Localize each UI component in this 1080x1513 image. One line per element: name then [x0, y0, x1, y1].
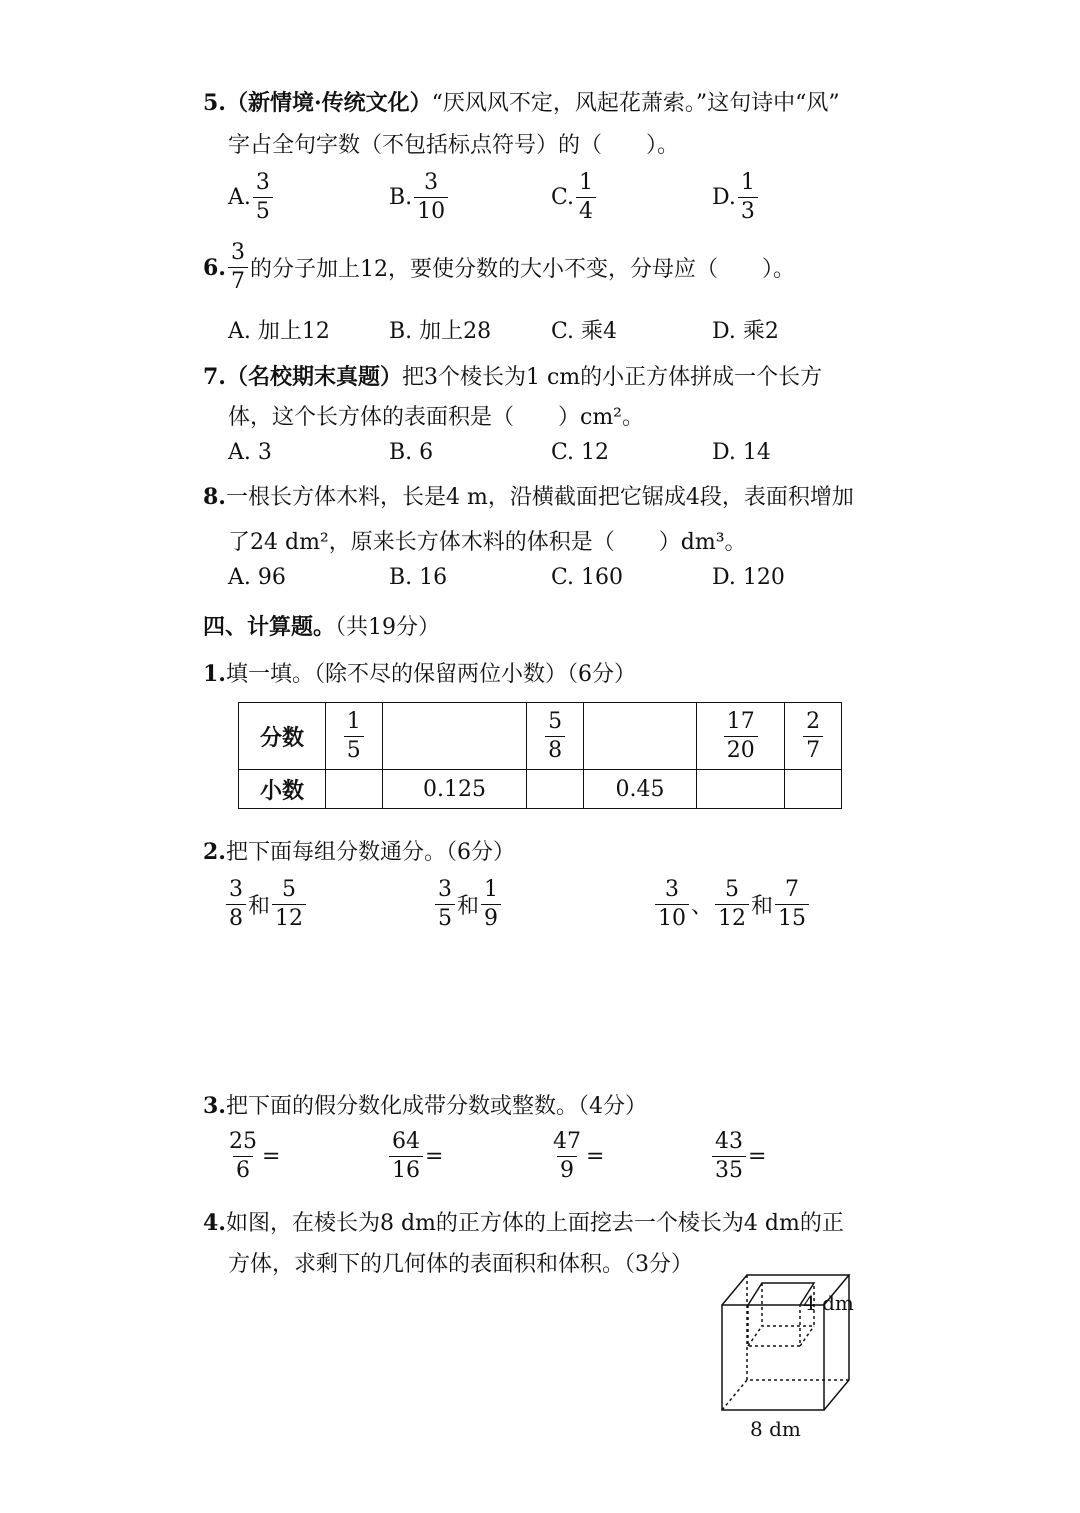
q7-line2: 体，这个长方体的表面积是（ ）cm²。 — [228, 405, 645, 430]
fraction-cell-blank[interactable] — [583, 703, 696, 770]
label-4dm: 4 dm — [803, 1291, 854, 1315]
fraction: $\frac{3}{7}$ — [228, 242, 248, 293]
fraction-cell-blank[interactable] — [382, 703, 527, 770]
decimal-cell-blank[interactable] — [527, 770, 584, 809]
q8-option-a[interactable]: A. 96 — [228, 565, 286, 590]
p2-group-3: $\frac{3}{10}$ 、 $\frac{5}{12}$ 和 $\frac{7}{15}$ — [653, 879, 811, 930]
decimal-cell: 0.125 — [382, 770, 527, 809]
q5-line2: 字占全句字数（不包括标点符号）的（ ）。 — [228, 133, 680, 158]
fraction: $\frac{2}{7}$ — [803, 711, 823, 762]
p4-line2: 方体，求剩下的几何体的表面积和体积。（3分） — [228, 1252, 693, 1277]
p3-item-1[interactable]: $\frac{25}{6}$ = — [224, 1131, 280, 1182]
fraction: $\frac{1}{5}$ — [344, 711, 364, 762]
fraction: $\frac{47}{9}$ — [553, 1129, 581, 1183]
p3-item-4[interactable]: $\frac{43}{35}$ = — [710, 1131, 766, 1182]
q7-option-a[interactable]: A. 3 — [228, 440, 272, 465]
fraction-decimal-table — [238, 702, 842, 809]
fraction: $\frac{3}{5}$ — [435, 879, 455, 930]
q7-option-d[interactable]: D. 14 — [712, 440, 771, 465]
fraction-cell — [527, 703, 584, 770]
q6-option-c[interactable]: C. 乘4 — [551, 319, 618, 344]
p4-line1: 4.如图，在棱长为8 dm的正方体的上面挖去一个棱长为4 dm的正 — [203, 1210, 844, 1236]
fraction: $\frac{3}{5}$ — [253, 172, 273, 223]
fraction: $\frac{17}{20}$ — [724, 711, 758, 762]
q5-option-a[interactable]: A. $\frac{3}{5}$ — [228, 172, 275, 223]
q8-line2: 了24 dm²，原来长方体木料的体积是（ ）dm³。 — [228, 530, 747, 555]
q5-line1: 5.（新情境·传统文化）“厌风风不定，风起花萧索。”这句诗中“风” — [203, 90, 840, 116]
p2-prompt: 2.把下面每组分数通分。（6分） — [203, 839, 515, 865]
fraction: $\frac{3}{10}$ — [655, 879, 689, 930]
q6-option-b[interactable]: B. 加上28 — [389, 319, 492, 344]
fraction: $\frac{5}{12}$ — [272, 879, 306, 930]
q5-option-b[interactable]: B. $\frac{3}{10}$ — [389, 172, 450, 223]
fraction: $\frac{1}{9}$ — [481, 879, 501, 930]
outer-front-face — [722, 1305, 824, 1410]
p3-item-2[interactable]: $\frac{64}{16}$ = — [387, 1131, 443, 1182]
fraction: $\frac{64}{16}$ — [389, 1131, 423, 1182]
p2-group-1: $\frac{3}{8}$ 和 $\frac{5}{12}$ — [224, 879, 308, 930]
fraction: $\frac{5}{12}$ — [715, 879, 749, 930]
q6-stem: 6. $\frac{3}{7}$ 的分子加上12，要使分数的大小不变，分母应（ ）。 — [203, 240, 795, 294]
q7-option-b[interactable]: B. 6 — [389, 440, 434, 465]
row-header-decimal: 小数 — [239, 770, 326, 809]
p3-item-3[interactable]: $\frac{47}{9}$ = — [548, 1131, 604, 1182]
q8-line1: 8.一根长方体木料，长是4 m，沿横截面把它锯成4段，表面积增加 — [203, 484, 854, 510]
q8-option-d[interactable]: D. 120 — [712, 565, 785, 590]
fraction: $\frac{7}{15}$ — [775, 879, 809, 930]
decimal-cell: 0.45 — [583, 770, 696, 809]
fraction: $\frac{1}{3}$ — [738, 172, 758, 223]
fraction: $\frac{5}{8}$ — [545, 711, 565, 762]
table-row — [239, 703, 842, 770]
decimal-cell-blank[interactable] — [697, 770, 785, 809]
p1-prompt: 1.填一填。（除不尽的保留两位小数）（6分） — [203, 661, 636, 687]
q8-option-c[interactable]: C. 160 — [551, 565, 624, 590]
hole-edge — [748, 1326, 762, 1346]
decimal-cell-blank[interactable] — [785, 770, 842, 809]
hole-edge — [800, 1326, 814, 1346]
fraction: $\frac{3}{8}$ — [226, 879, 246, 930]
q5-option-d[interactable]: D. $\frac{1}{3}$ — [712, 172, 760, 223]
q6-option-d[interactable]: D. 乘2 — [712, 319, 779, 344]
fraction: $\frac{43}{35}$ — [712, 1131, 746, 1182]
fraction: $\frac{1}{4}$ — [576, 172, 596, 223]
section-4-heading: 四、计算题。（共19分） — [203, 614, 441, 640]
fraction-cell — [785, 703, 842, 770]
fraction: $\frac{3}{10}$ — [414, 172, 448, 223]
label-8dm: 8 dm — [750, 1417, 801, 1441]
row-header-fraction: 分数 — [239, 703, 326, 770]
q7-option-c[interactable]: C. 12 — [551, 440, 610, 465]
p2-group-2: $\frac{3}{5}$ 和 $\frac{1}{9}$ — [433, 879, 503, 930]
fraction-cell — [697, 703, 785, 770]
cube-figure — [700, 1270, 870, 1450]
q5-option-c[interactable]: C. $\frac{1}{4}$ — [551, 172, 598, 223]
q8-option-b[interactable]: B. 16 — [389, 565, 448, 590]
q6-option-a[interactable]: A. 加上12 — [228, 319, 330, 344]
q7-line1: 7.（名校期末真题）把3个棱长为1 cm的小正方体拼成一个长方 — [203, 364, 823, 390]
p3-prompt: 3.把下面的假分数化成带分数或整数。（4分） — [203, 1093, 647, 1119]
table-row — [239, 770, 842, 809]
outer-hidden-edge — [722, 1380, 747, 1410]
fraction-cell — [326, 703, 383, 770]
fraction: $\frac{25}{6}$ — [229, 1129, 257, 1183]
decimal-cell-blank[interactable] — [326, 770, 383, 809]
